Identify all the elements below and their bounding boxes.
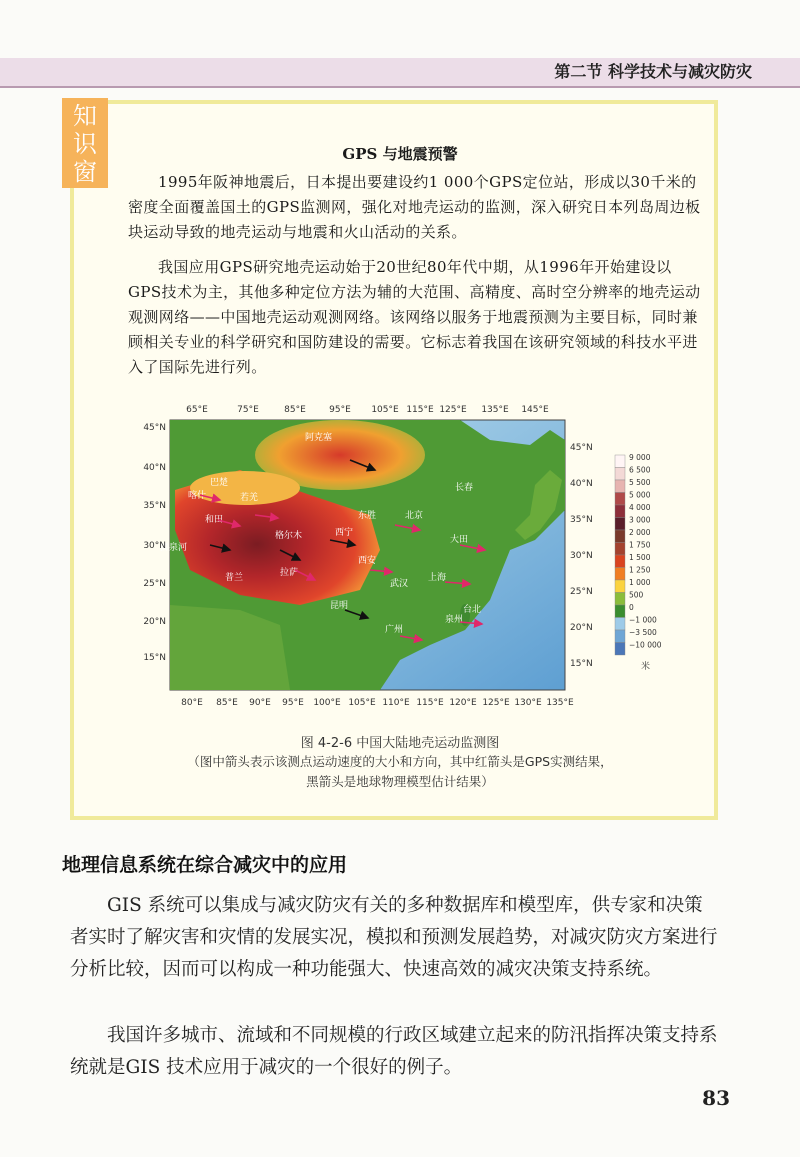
box-title: GPS 与地震预警 (342, 145, 458, 163)
place-label: 广州 (385, 625, 404, 635)
tag-char: 识 (73, 130, 97, 158)
place-label: 狮泉河 (160, 543, 188, 553)
lon-label-bottom: 90°E (249, 698, 271, 708)
lon-label-bottom: 105°E (348, 698, 376, 708)
place-label: 若羌 (240, 493, 259, 503)
place-label: 拉萨 (280, 568, 299, 578)
lon-label-top: 65°E (186, 405, 208, 415)
body-paragraph-2: 我国许多城市、流域和不同规模的行政区域建立起来的防汛指挥决策支持系统就是GIS 技术应用于减灾的一个很好的例子。 (70, 1025, 718, 1078)
page-number: 83 (702, 1086, 730, 1110)
body-paragraph-1: GIS 系统可以集成与减灾防灾有关的多种数据库和模型库，供专家和决策者实时了解灾害和灾情的发展实况，模拟和预测发展趋势，对减灾防灾方案进行分析比较，因而可以构成一种功能强大、快速高效的减灾决策支持系统。 (70, 895, 718, 980)
legend-label: 1 750 (629, 540, 651, 550)
legend-label: −1 000 (629, 615, 657, 625)
lat-label-right: 20°N (570, 623, 593, 633)
legend-swatch (615, 593, 625, 606)
legend-swatch (615, 618, 625, 631)
place-label: 上海 (428, 573, 447, 583)
place-label: 西宁 (335, 528, 354, 538)
legend-label: 2 000 (629, 528, 651, 537)
legend-label: 1 500 (629, 553, 651, 562)
legend-swatch (615, 580, 625, 593)
lon-label-top: 85°E (284, 405, 306, 415)
lat-label-left: 30°N (143, 541, 166, 551)
legend-unit: 米 (641, 662, 651, 672)
lon-label-bottom: 130°E (514, 698, 542, 708)
legend-label: 0 (629, 603, 634, 612)
lon-label-top: 125°E (439, 405, 467, 415)
place-label: 西安 (358, 556, 377, 566)
lat-label-left: 25°N (143, 579, 166, 589)
header-rule (0, 86, 800, 88)
legend-swatch (615, 630, 625, 643)
legend-label: 5 500 (629, 478, 651, 487)
legend-swatch (615, 530, 625, 543)
elevation-legend (615, 453, 662, 672)
legend-swatch (615, 480, 625, 493)
tag-char: 窗 (73, 158, 97, 186)
legend-swatch (615, 493, 625, 506)
place-label: 巴楚 (210, 478, 229, 488)
legend-label: 6 500 (629, 465, 651, 475)
legend-label: 3 000 (629, 515, 651, 525)
legend-swatch (615, 568, 625, 581)
lon-label-bottom: 80°E (181, 698, 203, 708)
legend-label: 1 250 (629, 565, 651, 575)
legend-swatch (615, 643, 625, 656)
place-label: 昆明 (330, 601, 349, 611)
place-label: 格尔木 (275, 531, 303, 541)
place-label: 普兰 (225, 573, 244, 583)
lat-label-right: 35°N (570, 515, 593, 525)
place-label: 大田 (450, 535, 469, 545)
lon-label-bottom: 115°E (416, 698, 444, 708)
legend-label: 5 000 (629, 490, 651, 500)
box-paragraph-2: 我国应用GPS研究地壳运动始于20世纪80年代中期，从1996年开始建设以GPS技术为主，其他多种定位方法为辅的大范围、高精度、高时空分辨率的地壳运动观测网络——中国地壳运动观测网络。该网络以服务于地震预测为主要目标，同时兼顾相关专业的科学研究和国防建设的需要。它标志着我国在该研究领域的科技水平进入了国际先进行列。 (128, 258, 701, 376)
figure-note: （图中箭头表示该测点运动速度的大小和方向，其中红箭头是GPS实测结果， (187, 754, 613, 769)
place-label: 阿克塞 (305, 433, 333, 443)
place-label: 东胜 (358, 511, 377, 521)
lon-label-bottom: 110°E (382, 698, 410, 708)
lon-label-top: 145°E (521, 405, 549, 415)
lon-label-top: 95°E (329, 405, 351, 415)
place-label: 长春 (455, 483, 474, 493)
legend-label: 1 000 (629, 578, 651, 587)
place-label: 喀什 (188, 491, 207, 501)
place-label: 北京 (405, 511, 424, 521)
figure-note: 黑箭头是地球物理模型估计结果） (306, 774, 494, 789)
lat-label-right: 45°N (570, 443, 593, 453)
place-label: 武汉 (390, 579, 409, 589)
legend-label: 4 000 (629, 503, 651, 512)
legend-label: 500 (629, 590, 644, 600)
lat-label-left: 35°N (143, 501, 166, 511)
legend-swatch (615, 555, 625, 568)
legend-swatch (615, 543, 625, 556)
lon-label-bottom: 120°E (449, 698, 477, 708)
figure-caption: 图 4-2-6 中国大陆地壳运动监测图 (300, 736, 500, 751)
legend-swatch (615, 518, 625, 531)
legend-label: −10 000 (629, 640, 662, 650)
lat-label-right: 25°N (570, 587, 593, 597)
lat-label-left: 40°N (143, 463, 166, 473)
tag-char: 知 (73, 102, 97, 130)
place-label: 台北 (463, 605, 482, 615)
legend-label: −3 500 (629, 628, 657, 637)
place-label: 和田 (205, 515, 224, 525)
lon-label-bottom: 125°E (482, 698, 510, 708)
lat-label-left: 15°N (143, 653, 166, 663)
lon-label-top: 115°E (406, 405, 434, 415)
lon-label-top: 105°E (371, 405, 399, 415)
lat-label-left: 45°N (143, 423, 166, 433)
box-paragraph-1: 1995年阪神地震后，日本提出要建设约1 000个GPS定位站，形成以30千米的密度全面覆盖国土的GPS监测网，强化对地壳运动的监测，深入研究日本列岛周边板块运动导致的地壳运动与地震和火山活动的关系。 (128, 173, 701, 241)
section-title: 第二节 科学技术与减灾防灾 (554, 62, 752, 81)
lon-label-bottom: 95°E (282, 698, 304, 708)
lat-label-right: 40°N (570, 479, 593, 489)
map-svg (130, 400, 670, 720)
crustal-motion-map (130, 400, 670, 720)
legend-label: 9 000 (629, 453, 651, 462)
lon-label-top: 75°E (237, 405, 259, 415)
lat-label-right: 15°N (570, 659, 593, 669)
legend-swatch (615, 605, 625, 618)
lat-label-left: 20°N (143, 617, 166, 627)
legend-swatch (615, 468, 625, 481)
place-label: 泉州 (445, 615, 464, 625)
lon-label-bottom: 135°E (546, 698, 574, 708)
lat-label-right: 30°N (570, 551, 593, 561)
lon-label-bottom: 100°E (313, 698, 341, 708)
legend-swatch (615, 505, 625, 518)
lon-label-bottom: 85°E (216, 698, 238, 708)
lon-label-top: 135°E (481, 405, 509, 415)
legend-swatch (615, 455, 625, 468)
section-heading: 地理信息系统在综合减灾中的应用 (62, 854, 348, 876)
